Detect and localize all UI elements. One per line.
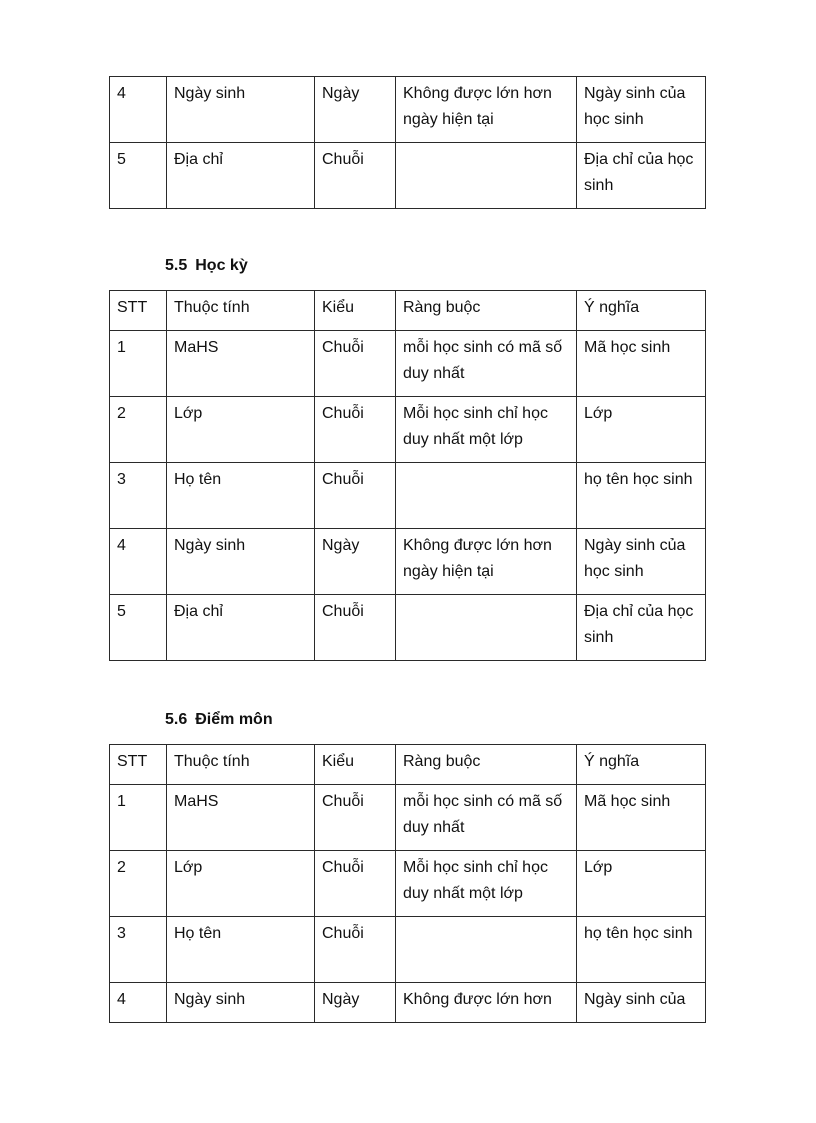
- constraint-cell: Không được lớn hơn ngày hiện tại: [396, 529, 577, 595]
- constraint-cell: [396, 917, 577, 983]
- meaning-cell: Lớp: [577, 851, 706, 917]
- type-cell: Chuỗi: [315, 595, 396, 661]
- meaning-cell: Lớp: [577, 397, 706, 463]
- attribute-cell: Lớp: [167, 851, 315, 917]
- type-cell: Chuỗi: [315, 463, 396, 529]
- meaning-cell: Mã học sinh: [577, 331, 706, 397]
- table-row: [110, 529, 706, 595]
- constraint-cell: [396, 463, 577, 529]
- header-stt: STT: [110, 291, 167, 331]
- stt-cell: 5: [110, 143, 167, 209]
- attribute-cell: Họ tên: [167, 463, 315, 529]
- attribute-table-continued: [109, 76, 706, 209]
- table-row: [110, 851, 706, 917]
- header-meaning: Ý nghĩa: [577, 291, 706, 331]
- constraint-cell: mỗi học sinh có mã số duy nhất: [396, 331, 577, 397]
- table-row: [110, 77, 706, 143]
- stt-cell: 2: [110, 397, 167, 463]
- attribute-cell: Ngày sinh: [167, 529, 315, 595]
- constraint-cell: Mỗi học sinh chỉ học duy nhất một lớp: [396, 851, 577, 917]
- type-cell: Chuỗi: [315, 917, 396, 983]
- meaning-cell: Ngày sinh của: [577, 983, 706, 1023]
- meaning-cell: Mã học sinh: [577, 785, 706, 851]
- type-cell: Chuỗi: [315, 785, 396, 851]
- attribute-cell: Lớp: [167, 397, 315, 463]
- constraint-cell: Mỗi học sinh chỉ học duy nhất một lớp: [396, 397, 577, 463]
- table-row: [110, 463, 706, 529]
- meaning-cell: Địa chỉ của học sinh: [577, 595, 706, 661]
- table-header-row: [110, 291, 706, 331]
- attribute-cell: MaHS: [167, 785, 315, 851]
- table-row: [110, 785, 706, 851]
- type-cell: Chuỗi: [315, 331, 396, 397]
- section-title: Điểm môn: [195, 711, 273, 728]
- table-row: [110, 917, 706, 983]
- stt-cell: 1: [110, 785, 167, 851]
- attribute-table-diem-mon: [109, 744, 706, 1023]
- constraint-cell: Không được lớn hơn ngày hiện tại: [396, 77, 577, 143]
- section-heading-5-6: [165, 710, 273, 730]
- constraint-cell: [396, 595, 577, 661]
- type-cell: Chuỗi: [315, 397, 396, 463]
- header-constraint: Ràng buộc: [396, 291, 577, 331]
- table-row: [110, 143, 706, 209]
- meaning-cell: Ngày sinh của học sinh: [577, 77, 706, 143]
- table-row: [110, 595, 706, 661]
- meaning-cell: Ngày sinh của học sinh: [577, 529, 706, 595]
- header-type: Kiểu: [315, 291, 396, 331]
- stt-cell: 2: [110, 851, 167, 917]
- header-attribute: Thuộc tính: [167, 291, 315, 331]
- meaning-cell: họ tên học sinh: [577, 463, 706, 529]
- stt-cell: 4: [110, 77, 167, 143]
- stt-cell: 3: [110, 917, 167, 983]
- header-constraint: Ràng buộc: [396, 745, 577, 785]
- section-number: 5.6: [165, 711, 188, 728]
- section-title: Học kỳ: [195, 257, 248, 274]
- attribute-cell: Địa chỉ: [167, 595, 315, 661]
- attribute-cell: Ngày sinh: [167, 983, 315, 1023]
- section-heading-5-5: [165, 256, 248, 276]
- type-cell: Ngày: [315, 983, 396, 1023]
- stt-cell: 1: [110, 331, 167, 397]
- table-header-row: [110, 745, 706, 785]
- stt-cell: 3: [110, 463, 167, 529]
- header-type: Kiểu: [315, 745, 396, 785]
- stt-cell: 5: [110, 595, 167, 661]
- stt-cell: 4: [110, 983, 167, 1023]
- type-cell: Ngày: [315, 77, 396, 143]
- constraint-cell: Không được lớn hơn: [396, 983, 577, 1023]
- header-stt: STT: [110, 745, 167, 785]
- table-row: [110, 331, 706, 397]
- constraint-cell: [396, 143, 577, 209]
- table-row: [110, 983, 706, 1023]
- attribute-cell: MaHS: [167, 331, 315, 397]
- type-cell: Ngày: [315, 529, 396, 595]
- section-number: 5.5: [165, 257, 188, 274]
- constraint-cell: mỗi học sinh có mã số duy nhất: [396, 785, 577, 851]
- stt-cell: 4: [110, 529, 167, 595]
- meaning-cell: họ tên học sinh: [577, 917, 706, 983]
- meaning-cell: Địa chỉ của học sinh: [577, 143, 706, 209]
- type-cell: Chuỗi: [315, 851, 396, 917]
- header-meaning: Ý nghĩa: [577, 745, 706, 785]
- type-cell: Chuỗi: [315, 143, 396, 209]
- attribute-cell: Ngày sinh: [167, 77, 315, 143]
- attribute-cell: Địa chỉ: [167, 143, 315, 209]
- attribute-cell: Họ tên: [167, 917, 315, 983]
- attribute-table-hoc-ky: [109, 290, 706, 661]
- header-attribute: Thuộc tính: [167, 745, 315, 785]
- table-row: [110, 397, 706, 463]
